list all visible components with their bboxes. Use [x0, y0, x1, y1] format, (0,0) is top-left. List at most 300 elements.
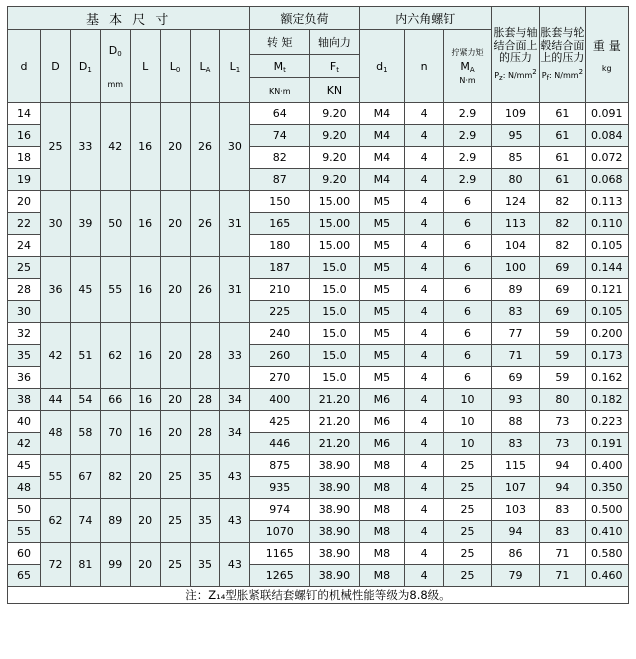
cell-axial: 38.90	[310, 565, 360, 587]
cell-l: 16	[130, 411, 160, 455]
dims-unit: mm	[107, 80, 124, 89]
group-hex-screw: 内六角螺钉	[359, 7, 491, 30]
cell-hub-pressure: 83	[540, 521, 585, 543]
cell-torque: 1070	[250, 521, 310, 543]
cell-shaft-pressure: 93	[491, 389, 539, 411]
cell-weight: 0.072	[585, 147, 628, 169]
cell-shaft-pressure: 83	[491, 301, 539, 323]
cell-screw-torque: 25	[444, 565, 491, 587]
col-LA: $L_A$	[190, 30, 220, 103]
cell-d1: 74	[70, 499, 100, 543]
cell-l0: 20	[160, 257, 190, 323]
cell-screw-n: 4	[405, 499, 444, 521]
cell-screw-d1: M8	[359, 543, 404, 565]
cell-d: 65	[8, 565, 41, 587]
cell-screw-torque: 6	[444, 235, 491, 257]
cell-d: 36	[8, 367, 41, 389]
cell-l1: 30	[220, 103, 250, 191]
table-row	[8, 191, 629, 213]
cell-axial: 15.00	[310, 213, 360, 235]
cell-screw-d1: M5	[359, 367, 404, 389]
cell-d: 50	[8, 499, 41, 521]
col-D: D	[41, 30, 71, 103]
cell-shaft-pressure: 69	[491, 367, 539, 389]
cell-torque: 82	[250, 147, 310, 169]
cell-l0: 20	[160, 103, 190, 191]
cell-d: 20	[8, 191, 41, 213]
cell-axial: 21.20	[310, 389, 360, 411]
cell-hub-pressure: 61	[540, 125, 585, 147]
cell-hub-pressure: 82	[540, 213, 585, 235]
cell-hub-pressure: 80	[540, 389, 585, 411]
cell-axial: 38.90	[310, 477, 360, 499]
cell-shaft-pressure: 77	[491, 323, 539, 345]
cell-screw-torque: 25	[444, 543, 491, 565]
cell-l: 20	[130, 543, 160, 587]
cell-weight: 0.223	[585, 411, 628, 433]
cell-d1: 58	[70, 411, 100, 455]
cell-axial: 21.20	[310, 433, 360, 455]
cell-shaft-pressure: 107	[491, 477, 539, 499]
cell-weight: 0.091	[585, 103, 628, 125]
col-D0: $D_0$ mm	[100, 30, 130, 103]
table-row	[8, 455, 629, 477]
table-row	[8, 389, 629, 411]
cell-screw-d1: M6	[359, 411, 404, 433]
cell-l0: 25	[160, 543, 190, 587]
cell-weight: 0.084	[585, 125, 628, 147]
cell-screw-d1: M5	[359, 257, 404, 279]
cell-weight: 0.410	[585, 521, 628, 543]
cell-screw-d1: M6	[359, 433, 404, 455]
cell-d: 55	[8, 521, 41, 543]
cell-d1: 45	[70, 257, 100, 323]
cell-d1: 54	[70, 389, 100, 411]
col-L: L	[130, 30, 160, 103]
cell-weight: 0.460	[585, 565, 628, 587]
cell-d: 22	[8, 213, 41, 235]
cell-screw-torque: 10	[444, 433, 491, 455]
table-row	[8, 411, 629, 433]
pz-symbol: P	[494, 70, 500, 80]
cell-screw-d1: M8	[359, 455, 404, 477]
pz-unit-sup: 2	[532, 67, 537, 76]
cell-hub-pressure: 94	[540, 477, 585, 499]
weight-unit: kg	[601, 63, 612, 73]
group-basic-dims: 基 本 尺 寸	[8, 7, 250, 30]
cell-screw-d1: M8	[359, 477, 404, 499]
cell-hub-pressure: 69	[540, 279, 585, 301]
cell-d: 62	[41, 499, 71, 543]
cell-screw-n: 4	[405, 103, 444, 125]
cell-shaft-pressure: 94	[491, 521, 539, 543]
cell-d: 19	[8, 169, 41, 191]
cell-d1: 81	[70, 543, 100, 587]
cell-shaft-pressure: 104	[491, 235, 539, 257]
cell-screw-d1: M5	[359, 301, 404, 323]
cell-d: 32	[8, 323, 41, 345]
header-group-row	[8, 7, 629, 30]
cell-axial: 9.20	[310, 125, 360, 147]
cell-torque: 425	[250, 411, 310, 433]
cell-la: 28	[190, 323, 220, 389]
cell-screw-n: 4	[405, 213, 444, 235]
col-d: d	[8, 30, 41, 103]
cell-l: 20	[130, 455, 160, 499]
table-row	[8, 257, 629, 279]
cell-l0: 25	[160, 499, 190, 543]
cell-weight: 0.105	[585, 235, 628, 257]
cell-torque: 210	[250, 279, 310, 301]
cell-d0: 55	[100, 257, 130, 323]
cell-la: 26	[190, 191, 220, 257]
cell-shaft-pressure: 89	[491, 279, 539, 301]
cell-d: 44	[41, 389, 71, 411]
cell-axial: 15.0	[310, 345, 360, 367]
cell-hub-pressure: 61	[540, 169, 585, 191]
cell-torque: 270	[250, 367, 310, 389]
cell-d0: 89	[100, 499, 130, 543]
cell-axial: 9.20	[310, 169, 360, 191]
table-row	[8, 103, 629, 125]
cell-axial: 38.90	[310, 543, 360, 565]
cell-weight: 0.500	[585, 499, 628, 521]
cell-torque: 165	[250, 213, 310, 235]
note-row	[8, 587, 629, 604]
cell-l0: 20	[160, 389, 190, 411]
cell-d: 25	[8, 257, 41, 279]
cell-axial: 15.00	[310, 191, 360, 213]
cell-shaft-pressure: 79	[491, 565, 539, 587]
cell-axial: 38.90	[310, 455, 360, 477]
cell-weight: 0.068	[585, 169, 628, 191]
cell-hub-pressure: 82	[540, 191, 585, 213]
cell-l0: 20	[160, 411, 190, 455]
cell-d: 72	[41, 543, 71, 587]
cell-shaft-pressure: 86	[491, 543, 539, 565]
cell-screw-torque: 6	[444, 257, 491, 279]
cell-hub-pressure: 83	[540, 499, 585, 521]
pz-sub: z	[499, 73, 503, 82]
cell-l1: 43	[220, 543, 250, 587]
cell-hub-pressure: 73	[540, 433, 585, 455]
cell-l: 16	[130, 257, 160, 323]
cell-d1: 33	[70, 103, 100, 191]
cell-hub-pressure: 61	[540, 103, 585, 125]
cell-screw-torque: 6	[444, 191, 491, 213]
cell-shaft-pressure: 85	[491, 147, 539, 169]
cell-d: 14	[8, 103, 41, 125]
cell-hub-pressure: 73	[540, 411, 585, 433]
cell-l1: 43	[220, 455, 250, 499]
cell-l1: 43	[220, 499, 250, 543]
cell-screw-torque: 25	[444, 477, 491, 499]
pf-unit: N/mm	[554, 70, 579, 80]
data-rows	[8, 103, 629, 587]
cell-screw-n: 4	[405, 301, 444, 323]
col-L1: $L_1$	[220, 30, 250, 103]
cell-shaft-pressure: 124	[491, 191, 539, 213]
cell-d1: 51	[70, 323, 100, 389]
cell-weight: 0.350	[585, 477, 628, 499]
cell-screw-n: 4	[405, 411, 444, 433]
cell-weight: 0.191	[585, 433, 628, 455]
cell-torque: 446	[250, 433, 310, 455]
cell-screw-d1: M5	[359, 345, 404, 367]
cell-shaft-pressure: 80	[491, 169, 539, 191]
cell-screw-torque: 10	[444, 389, 491, 411]
cell-shaft-pressure: 95	[491, 125, 539, 147]
cell-axial: 38.90	[310, 499, 360, 521]
cell-screw-d1: M4	[359, 169, 404, 191]
cell-l0: 25	[160, 455, 190, 499]
cell-la: 35	[190, 543, 220, 587]
cell-screw-n: 4	[405, 543, 444, 565]
cell-screw-d1: M5	[359, 213, 404, 235]
cell-axial: 15.0	[310, 301, 360, 323]
cell-torque: 260	[250, 345, 310, 367]
cell-screw-n: 4	[405, 257, 444, 279]
cell-screw-n: 4	[405, 521, 444, 543]
cell-torque: 180	[250, 235, 310, 257]
cell-screw-torque: 2.9	[444, 103, 491, 125]
pf-sub: f	[546, 73, 550, 82]
cell-screw-n: 4	[405, 323, 444, 345]
cell-torque: 935	[250, 477, 310, 499]
cell-screw-n: 4	[405, 477, 444, 499]
cell-torque: 87	[250, 169, 310, 191]
cell-d0: 66	[100, 389, 130, 411]
cell-screw-n: 4	[405, 191, 444, 213]
cell-d: 30	[8, 301, 41, 323]
cell-axial: 15.0	[310, 367, 360, 389]
cell-d: 30	[41, 191, 71, 257]
cell-shaft-pressure: 109	[491, 103, 539, 125]
cell-screw-d1: M8	[359, 499, 404, 521]
cell-l: 16	[130, 191, 160, 257]
cell-torque: 187	[250, 257, 310, 279]
group-sleeve-hub-pressure: 胀套与轮毂结合面上的压力 $P_f$: $N/mm^2$	[540, 7, 585, 103]
cell-d0: 82	[100, 455, 130, 499]
cell-axial: 21.20	[310, 411, 360, 433]
cell-screw-n: 4	[405, 147, 444, 169]
cell-torque: 1265	[250, 565, 310, 587]
cell-screw-torque: 6	[444, 367, 491, 389]
pz-unit: N/mm	[507, 70, 533, 80]
group-weight: 重 量 kg	[585, 7, 628, 103]
cell-shaft-pressure: 88	[491, 411, 539, 433]
cell-weight: 0.110	[585, 213, 628, 235]
cell-l1: 31	[220, 257, 250, 323]
cell-hub-pressure: 71	[540, 543, 585, 565]
cell-screw-torque: 6	[444, 323, 491, 345]
cell-weight: 0.580	[585, 543, 628, 565]
cell-l0: 20	[160, 323, 190, 389]
cell-d: 24	[8, 235, 41, 257]
cell-shaft-pressure: 115	[491, 455, 539, 477]
cell-d: 36	[41, 257, 71, 323]
cell-d: 42	[8, 433, 41, 455]
cell-screw-d1: M8	[359, 521, 404, 543]
cell-d: 38	[8, 389, 41, 411]
cell-screw-d1: M6	[359, 389, 404, 411]
cell-hub-pressure: 82	[540, 235, 585, 257]
group-sleeve-shaft-pressure: 胀套与轴结合面上的压力 $P_z$: $N/mm^2$	[491, 7, 539, 103]
cell-screw-torque: 25	[444, 521, 491, 543]
cell-axial: 9.20	[310, 147, 360, 169]
cell-screw-torque: 25	[444, 499, 491, 521]
cell-screw-d1: M5	[359, 279, 404, 301]
cell-l1: 33	[220, 323, 250, 389]
cell-screw-n: 4	[405, 235, 444, 257]
torque-symbol: $M_t$	[250, 55, 310, 78]
cell-d: 28	[8, 279, 41, 301]
col-screw-torque: 拧紧力矩 $M_A$ N·m	[444, 30, 491, 103]
cell-d: 16	[8, 125, 41, 147]
cell-screw-torque: 2.9	[444, 125, 491, 147]
cell-screw-torque: 2.9	[444, 169, 491, 191]
cell-d: 60	[8, 543, 41, 565]
cell-d: 40	[8, 411, 41, 433]
cell-screw-n: 4	[405, 279, 444, 301]
cell-hub-pressure: 59	[540, 323, 585, 345]
cell-screw-d1: M8	[359, 565, 404, 587]
cell-d0: 99	[100, 543, 130, 587]
cell-torque: 974	[250, 499, 310, 521]
cell-hub-pressure: 61	[540, 147, 585, 169]
cell-d1: 67	[70, 455, 100, 499]
table-note: 注：Z₁₄型胀紧联结套螺钉的机械性能等级为8.8级。	[8, 587, 629, 604]
cell-d: 45	[8, 455, 41, 477]
cell-screw-torque: 25	[444, 455, 491, 477]
cell-weight: 0.162	[585, 367, 628, 389]
cell-screw-n: 4	[405, 367, 444, 389]
cell-weight: 0.105	[585, 301, 628, 323]
cell-l1: 34	[220, 411, 250, 455]
cell-screw-torque: 6	[444, 345, 491, 367]
cell-torque: 875	[250, 455, 310, 477]
cell-d0: 62	[100, 323, 130, 389]
cell-la: 26	[190, 103, 220, 191]
specification-table	[7, 6, 629, 604]
cell-screw-d1: M5	[359, 191, 404, 213]
col-axial-label: 轴向力	[310, 30, 360, 55]
cell-torque: 74	[250, 125, 310, 147]
torque-unit: KN·m	[250, 78, 310, 103]
cell-screw-n: 4	[405, 345, 444, 367]
cell-screw-n: 4	[405, 455, 444, 477]
cell-l1: 34	[220, 389, 250, 411]
cell-screw-n: 4	[405, 565, 444, 587]
cell-la: 28	[190, 389, 220, 411]
cell-screw-torque: 10	[444, 411, 491, 433]
cell-weight: 0.173	[585, 345, 628, 367]
cell-torque: 150	[250, 191, 310, 213]
cell-screw-n: 4	[405, 125, 444, 147]
cell-torque: 64	[250, 103, 310, 125]
cell-shaft-pressure: 113	[491, 213, 539, 235]
cell-d: 55	[41, 455, 71, 499]
pf-unit-sup: 2	[578, 67, 584, 76]
cell-screw-d1: M4	[359, 125, 404, 147]
table-row	[8, 543, 629, 565]
cell-hub-pressure: 69	[540, 301, 585, 323]
axial-symbol: $F_t$	[310, 55, 360, 78]
cell-weight: 0.200	[585, 323, 628, 345]
cell-screw-n: 4	[405, 169, 444, 191]
table-row	[8, 499, 629, 521]
cell-screw-torque: 6	[444, 213, 491, 235]
cell-screw-n: 4	[405, 389, 444, 411]
cell-screw-torque: 6	[444, 279, 491, 301]
cell-shaft-pressure: 103	[491, 499, 539, 521]
col-screw-d1: $d_1$	[359, 30, 404, 103]
cell-axial: 15.0	[310, 323, 360, 345]
cell-l: 20	[130, 499, 160, 543]
cell-l: 16	[130, 103, 160, 191]
cell-d: 35	[8, 345, 41, 367]
screw-torque-label: 拧紧力矩	[451, 48, 484, 57]
cell-torque: 240	[250, 323, 310, 345]
cell-la: 35	[190, 499, 220, 543]
cell-screw-d1: M5	[359, 235, 404, 257]
cell-axial: 9.20	[310, 103, 360, 125]
cell-screw-torque: 6	[444, 301, 491, 323]
cell-d0: 50	[100, 191, 130, 257]
cell-weight: 0.400	[585, 455, 628, 477]
group-rated-load: 额定负荷	[250, 7, 359, 30]
cell-torque: 400	[250, 389, 310, 411]
cell-l: 16	[130, 323, 160, 389]
cell-la: 26	[190, 257, 220, 323]
pf-symbol: P	[541, 70, 547, 80]
cell-axial: 15.00	[310, 235, 360, 257]
cell-la: 35	[190, 455, 220, 499]
cell-d0: 42	[100, 103, 130, 191]
col-torque-label: 转 矩	[250, 30, 310, 55]
cell-axial: 38.90	[310, 521, 360, 543]
cell-weight: 0.182	[585, 389, 628, 411]
cell-d: 48	[41, 411, 71, 455]
cell-la: 28	[190, 411, 220, 455]
cell-torque: 225	[250, 301, 310, 323]
cell-hub-pressure: 59	[540, 367, 585, 389]
cell-screw-torque: 2.9	[444, 147, 491, 169]
cell-d: 18	[8, 147, 41, 169]
cell-hub-pressure: 94	[540, 455, 585, 477]
cell-hub-pressure: 71	[540, 565, 585, 587]
cell-hub-pressure: 69	[540, 257, 585, 279]
cell-l0: 20	[160, 191, 190, 257]
cell-shaft-pressure: 71	[491, 345, 539, 367]
cell-shaft-pressure: 83	[491, 433, 539, 455]
cell-d: 42	[41, 323, 71, 389]
cell-d1: 39	[70, 191, 100, 257]
cell-axial: 15.0	[310, 257, 360, 279]
cell-screw-d1: M4	[359, 103, 404, 125]
cell-axial: 15.0	[310, 279, 360, 301]
cell-d: 48	[8, 477, 41, 499]
col-L0: $L_0$	[160, 30, 190, 103]
cell-d0: 70	[100, 411, 130, 455]
cell-weight: 0.121	[585, 279, 628, 301]
axial-unit: KN	[310, 78, 360, 103]
cell-screw-d1: M5	[359, 323, 404, 345]
cell-shaft-pressure: 100	[491, 257, 539, 279]
cell-l1: 31	[220, 191, 250, 257]
cell-weight: 0.113	[585, 191, 628, 213]
cell-screw-d1: M4	[359, 147, 404, 169]
